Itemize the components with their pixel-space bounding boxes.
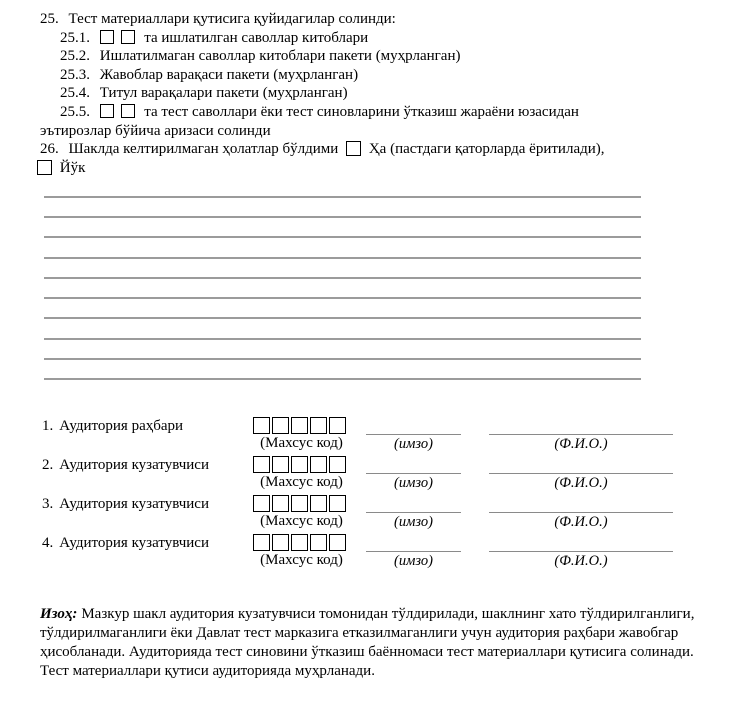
no-label: Йўк [59, 159, 86, 176]
item-25-4 [40, 84, 668, 103]
answer-line[interactable] [44, 238, 641, 258]
code-digit-box[interactable] [272, 534, 289, 551]
code-digit-box[interactable] [272, 456, 289, 473]
signature-caption: (имзо) [394, 514, 433, 531]
answer-line[interactable] [44, 299, 641, 319]
signature-role-label [42, 455, 253, 474]
code-digit-box[interactable] [272, 417, 289, 434]
signature-row-number: 4. [42, 535, 54, 552]
special-code-column [253, 455, 350, 490]
full-name-column [489, 455, 673, 491]
item-25-5-text: та тест саволлари ёки тест синовларини ўтказиш жараёни юзасидан эътирозлар бўйича аризаси солинди [40, 103, 579, 139]
signature-row [42, 455, 751, 491]
code-digit-box[interactable] [329, 495, 346, 512]
item-26-number: 26. [40, 141, 59, 158]
special-code-caption: (Махсус код) [260, 435, 343, 452]
signature-row-number: 2. [42, 457, 54, 474]
signature-caption: (имзо) [394, 475, 433, 492]
special-code-boxes [253, 533, 350, 551]
item-25-2-text: Ишлатилмаган саволлар китоблари пакети (муҳрланган) [99, 48, 461, 65]
code-digit-box[interactable] [291, 417, 308, 434]
checklist-section [0, 0, 668, 177]
answer-line[interactable] [44, 259, 641, 279]
signature-column [366, 533, 461, 569]
answer-lines-section [44, 177, 641, 380]
item-25-4-number: 25.4. [60, 85, 90, 102]
answer-line[interactable] [44, 177, 641, 197]
item-25 [40, 10, 668, 29]
item-25-1-text: та ишлатилган саволлар китоблари [144, 29, 369, 46]
answer-line[interactable] [44, 360, 641, 380]
signature-role-text: Аудитория кузатувчиси [59, 496, 209, 513]
code-digit-box[interactable] [329, 417, 346, 434]
answer-line[interactable] [44, 218, 641, 238]
code-digit-box[interactable] [272, 495, 289, 512]
signature-row [42, 416, 751, 452]
code-digit-box[interactable] [310, 417, 327, 434]
signature-row-number: 1. [42, 418, 54, 435]
code-digit-box[interactable] [291, 534, 308, 551]
code-digit-box[interactable] [310, 456, 327, 473]
answer-line[interactable] [44, 198, 641, 218]
signature-line[interactable] [366, 494, 461, 513]
code-digit-box[interactable] [253, 456, 270, 473]
item-25-number: 25. [40, 11, 59, 27]
item-25-5-number: 25.5. [60, 103, 90, 120]
signature-role-text: Аудитория раҳбари [59, 418, 184, 435]
signature-row-number: 3. [42, 496, 54, 513]
signature-column [366, 494, 461, 530]
code-digit-box[interactable] [291, 456, 308, 473]
item-25-5 [40, 103, 652, 140]
note-text: Мазкур шакл аудитория кузатувчиси томонидан тўлдирилади, шаклнинг хато тўлдирилганлиги, тўлдирилмаганлиги ёки Давлат тест марказига етказилмаганлиги учун аудитория раҳбари жавобгар ҳисобланади. Аудиторияда тест синовини ўтказиш баённомаси тест материаллари қутисига солинади. Тест материаллари қутиси аудиторияда муҳрланади. [40, 606, 695, 680]
signature-rows [42, 416, 751, 569]
used-books-count-box-1[interactable] [100, 30, 114, 44]
item-25-text: Тест материаллари қутисига қуйидагилар солинди: [68, 11, 396, 27]
signature-role-label [42, 533, 253, 552]
yes-label: Ҳа (пастдаги қаторларда ёритилади), [368, 141, 605, 158]
full-name-line[interactable] [489, 533, 673, 552]
item-25-3-text: Жавоблар варақаси пакети (муҳрланган) [99, 66, 359, 83]
signature-caption: (имзо) [394, 553, 433, 570]
special-code-caption: (Махсус код) [260, 474, 343, 491]
signature-column [366, 455, 461, 491]
full-name-caption: (Ф.И.О.) [554, 475, 608, 492]
signature-role-text: Аудитория кузатувчиси [59, 535, 209, 552]
signature-role-label [42, 416, 253, 435]
signature-line[interactable] [366, 416, 461, 435]
full-name-caption: (Ф.И.О.) [554, 436, 608, 453]
item-25-1-number: 25.1. [60, 29, 90, 46]
objections-count-box-2[interactable] [121, 104, 135, 118]
special-code-boxes [253, 494, 350, 512]
special-code-caption: (Махсус код) [260, 513, 343, 530]
signature-line[interactable] [366, 455, 461, 474]
special-code-boxes [253, 416, 350, 434]
full-name-caption: (Ф.И.О.) [554, 553, 608, 570]
item-26-no-row [37, 159, 668, 178]
footer-note [40, 605, 703, 681]
code-digit-box[interactable] [329, 534, 346, 551]
item-25-3-number: 25.3. [60, 66, 90, 83]
item-26 [40, 140, 668, 159]
full-name-line[interactable] [489, 494, 673, 513]
answer-line[interactable] [44, 279, 641, 299]
full-name-column [489, 494, 673, 530]
special-code-column [253, 494, 350, 529]
signature-column [366, 416, 461, 452]
full-name-caption: (Ф.И.О.) [554, 514, 608, 531]
signature-row [42, 533, 751, 569]
signature-role-label [42, 494, 253, 513]
item-25-4-text: Титул варақалари пакети (муҳрланган) [99, 85, 348, 102]
item-25-3 [40, 66, 668, 85]
used-books-count-box-2[interactable] [121, 30, 135, 44]
signature-role-text: Аудитория кузатувчиси [59, 457, 209, 474]
special-code-boxes [253, 455, 350, 473]
special-code-column [253, 416, 350, 451]
full-name-line[interactable] [489, 455, 673, 474]
code-digit-box[interactable] [310, 534, 327, 551]
code-digit-box[interactable] [329, 456, 346, 473]
objections-count-box-1[interactable] [100, 104, 114, 118]
special-code-column [253, 533, 350, 568]
note-label: Изоҳ: [40, 606, 78, 623]
code-digit-box[interactable] [310, 495, 327, 512]
full-name-column [489, 416, 673, 452]
code-digit-box[interactable] [291, 495, 308, 512]
answer-line[interactable] [44, 319, 641, 339]
no-checkbox[interactable] [37, 160, 52, 175]
signature-row [42, 494, 751, 530]
code-digit-box[interactable] [253, 495, 270, 512]
full-name-line[interactable] [489, 416, 673, 435]
yes-checkbox[interactable] [346, 141, 361, 156]
special-code-caption: (Махсус код) [260, 552, 343, 569]
item-25-2-number: 25.2. [60, 48, 90, 65]
item-26-question-text: Шаклда келтирилмаган ҳолатлар бўлдими [68, 141, 339, 158]
item-25-1 [40, 29, 668, 48]
full-name-column [489, 533, 673, 569]
answer-line[interactable] [44, 340, 641, 360]
signature-caption: (имзо) [394, 436, 433, 453]
code-digit-box[interactable] [253, 417, 270, 434]
item-25-2 [40, 47, 668, 66]
code-digit-box[interactable] [253, 534, 270, 551]
signature-line[interactable] [366, 533, 461, 552]
